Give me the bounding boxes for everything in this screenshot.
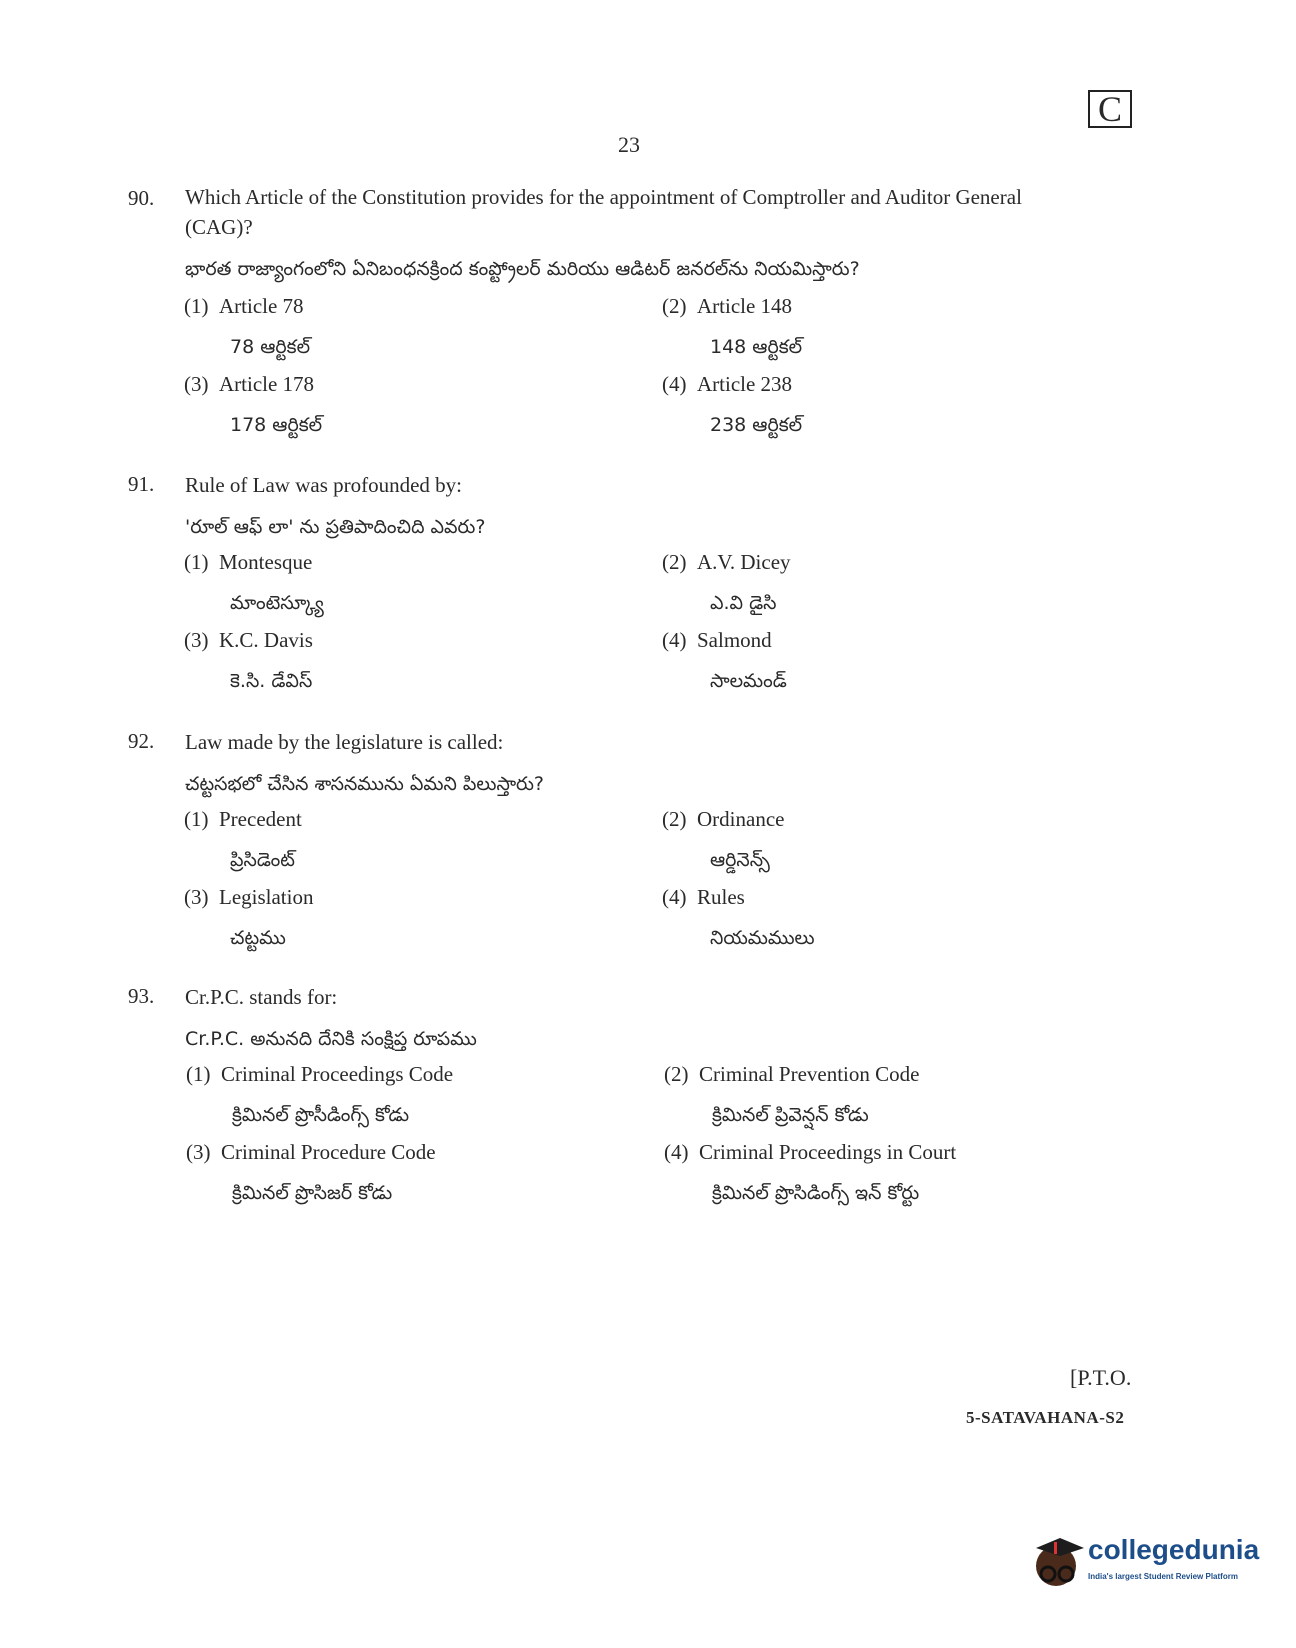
- question-text-te: 'రూల్ ఆఫ్ లా' ను ప్రతిపాదించిది ఎవరు?: [185, 516, 486, 538]
- option-4-en: (4) Article 238: [662, 372, 793, 396]
- mascot-icon: [1030, 1530, 1086, 1600]
- question-text-te: భారత రాజ్యాంగంలోని ఏనిబంధనక్రింద కంప్ట్రోలర్ మరియు ఆడిటర్ జనరల్‌ను నియమిస్తారు?: [185, 258, 860, 280]
- question-number: 93.: [128, 984, 155, 1008]
- logo-tagline: India's largest Student Review Platform: [1088, 1572, 1238, 1581]
- question-text-en: Rule of Law was profounded by:: [185, 473, 463, 497]
- question-number: 91.: [128, 472, 155, 496]
- question-text-en: Cr.P.C. stands for:: [185, 985, 338, 1009]
- option-1-en: (1) Criminal Proceedings Code: [186, 1062, 454, 1086]
- option-3-te: క్రిమినల్ ప్రొసిజర్ కోడు: [232, 1182, 393, 1204]
- option-4-te: 238 ఆర్టికల్: [710, 414, 803, 436]
- option-3-en: (3) Legislation: [184, 885, 314, 909]
- option-1-te: క్రిమినల్ ప్రొసీడింగ్స్ కోడు: [232, 1104, 410, 1126]
- pto-label: [P.T.O.: [1070, 1365, 1132, 1390]
- option-3-te: కె.సి. డేవిస్: [230, 670, 313, 692]
- option-1-te: ప్రిసిడెంట్: [230, 849, 295, 871]
- option-2-en: (2) Criminal Prevention Code: [664, 1062, 920, 1086]
- option-2-en: (2) Ordinance: [662, 807, 785, 831]
- question-text-te: చట్టసభలో చేసిన శాసనమును ఏమని పిలుస్తారు?: [185, 773, 544, 795]
- question-number: 90.: [128, 186, 155, 210]
- option-4-en: (4) Criminal Proceedings in Court: [664, 1140, 957, 1164]
- set-code-box: C: [1088, 90, 1132, 128]
- option-1-en: (1) Article 78: [184, 294, 304, 318]
- question-number: 92.: [128, 729, 155, 753]
- collegedunia-logo: [1030, 1530, 1260, 1600]
- logo-wordmark: collegedunia: [1088, 1534, 1260, 1565]
- option-1-te: 78 ఆర్టికల్: [230, 336, 311, 358]
- option-4-en: (4) Rules: [662, 885, 745, 909]
- option-2-en: (2) Article 148: [662, 294, 793, 318]
- page-number: 23: [618, 132, 640, 157]
- option-2-te: 148 ఆర్టికల్: [710, 336, 803, 358]
- option-3-en: (3) Criminal Procedure Code: [186, 1140, 436, 1164]
- option-4-te: నియమములు: [710, 927, 815, 949]
- option-2-te: ఎ.వి డైసి: [710, 592, 777, 614]
- option-3-te: చట్టము: [230, 927, 286, 949]
- option-1-en: (1) Precedent: [184, 807, 302, 831]
- option-4-te: సాలమండ్: [710, 670, 787, 692]
- option-4-en: (4) Salmond: [662, 628, 772, 652]
- question-text-en: Law made by the legislature is called:: [185, 730, 504, 754]
- option-2-en: (2) A.V. Dicey: [662, 550, 791, 574]
- option-2-te: క్రిమినల్ ప్రివెన్షన్ కోడు: [712, 1104, 869, 1126]
- paper-code: 5-SATAVAHANA-S2: [966, 1408, 1125, 1427]
- option-4-te: క్రిమినల్ ప్రొసిడింగ్స్ ఇన్ కోర్టు: [712, 1182, 920, 1204]
- option-3-en: (3) Article 178: [184, 372, 315, 396]
- option-1-te: మాంటెస్క్యూ: [230, 592, 324, 614]
- option-3-en: (3) K.C. Davis: [184, 628, 313, 652]
- question-text-te: Cr.P.C. అనునది దేనికి సంక్షిప్త రూపము: [185, 1028, 477, 1050]
- option-1-en: (1) Montesque: [184, 550, 313, 574]
- option-2-te: ఆర్డినెన్స్: [710, 849, 770, 871]
- question-text-en: Which Article of the Constitution provides for the appointment of Comptroller and Auditor General (CAG)?: [185, 185, 1022, 239]
- option-3-te: 178 ఆర్టికల్: [230, 414, 323, 436]
